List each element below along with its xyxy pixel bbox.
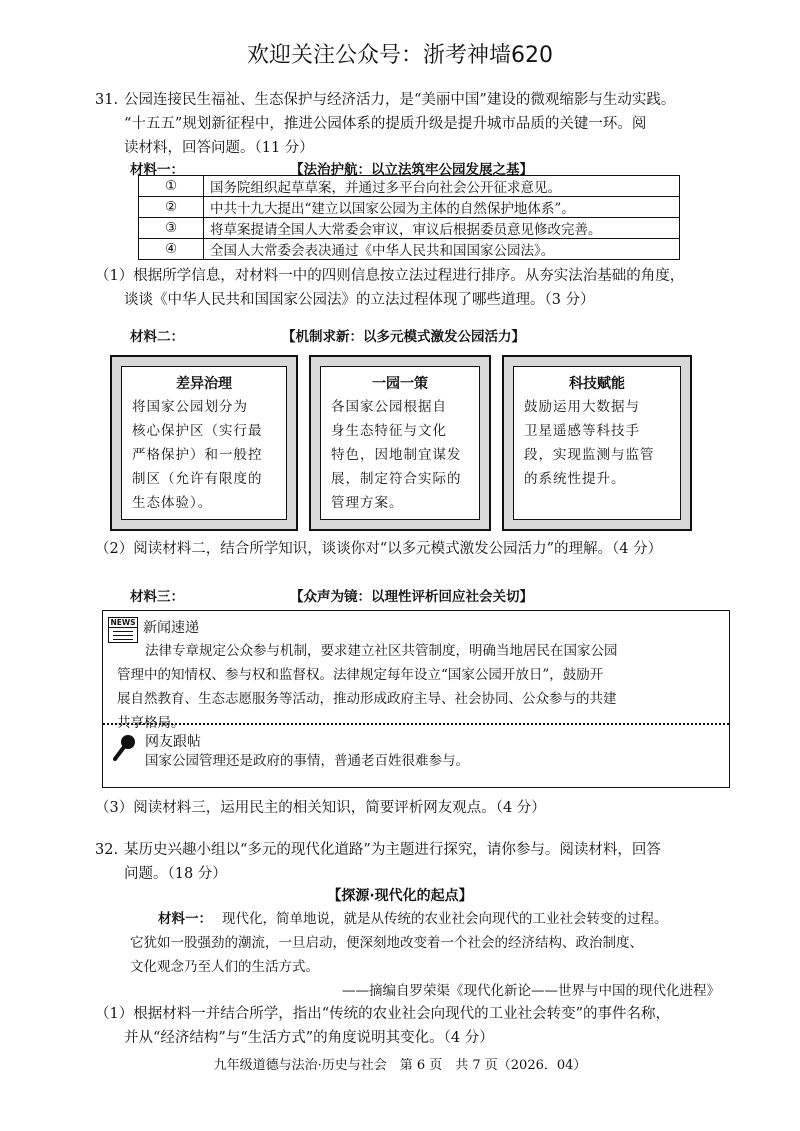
question-31-intro-line1: 公园连接民生福祉、生态保护与经济活力，是“美丽中国”建设的微观缩影与生动实践。 <box>124 92 676 108</box>
step-text: 将草案提请全国人大常委会审议，审议后根据委员意见修改完善。 <box>204 218 680 239</box>
step-text: 中共十九大提出“建立以国家公园为主体的自然保护地体系”。 <box>204 197 680 218</box>
question-32-intro-line1: 某历史兴趣小组以“多元的现代化道路”为主题进行探究，请你参与。阅读材料，回答 <box>124 842 661 858</box>
question-31-1-line1: （1）根据所学信息，对材料一中的四则信息按立法过程进行排序。从夯实法治基础的角度， <box>95 268 685 284</box>
question-31-number: 31. <box>95 92 119 108</box>
box-title: 科技赋能 <box>569 376 625 392</box>
material3-title: 【众声为镜：以理性评析回应社会关切】 <box>290 589 533 605</box>
mechanism-box-differential <box>110 355 298 531</box>
box-text: 鼓励运用大数据与 卫星遥感等科技手 段，实现监测与监管 的系统性提升。 <box>524 399 655 487</box>
question-31-intro-line3: 读材料，回答问题。（11 分） <box>124 140 314 156</box>
question-31-2: （2）阅读材料二，结合所学知识，谈谈你对“以多元模式激发公园活力”的理解。（4 分） <box>95 541 663 557</box>
box-text: 将国家公园划分为 核心保护区（实行最 严格保护）和一般控 制区（允许有限度的 生态体验）。 <box>132 399 263 511</box>
material3-news-box <box>102 610 730 788</box>
section-title: 【探源·现代化的起点】 <box>327 888 473 904</box>
material2-label: 材料二： <box>130 329 184 345</box>
divider <box>103 723 729 725</box>
question-31-intro-line2: “十五五”规划新征程中，推进公园体系的提质升级是提升城市品质的关键一环。阅 <box>124 116 647 132</box>
step-number: ① <box>139 176 204 197</box>
step-number: ② <box>139 197 204 218</box>
q32-material1-line1: 现代化，简单地说，就是从传统的农业社会向现代的工业社会转变的过程。 <box>222 911 668 927</box>
box-title: 一园一策 <box>372 376 428 392</box>
question-31-1-line2: 谈谈《中华人民共和国国家公园法》的立法过程体现了哪些道理。（3 分） <box>124 292 595 308</box>
q32-material1-line3: 文化观念乃至人们的生活方式。 <box>130 959 319 975</box>
box-title: 差异治理 <box>176 376 232 392</box>
table-row <box>139 239 680 260</box>
question-31-3: （3）阅读材料三，运用民主的相关知识，简要评析网友观点。（4 分） <box>95 800 546 816</box>
step-text: 国务院组织起草草案，并通过多平台向社会公开征求意见。 <box>204 176 680 197</box>
material1-title: 【法治护航：以立法筑牢公园发展之基】 <box>290 162 533 178</box>
newspaper-icon: NEWS <box>108 617 138 643</box>
q32-material1-source: ——摘编自罗荣渠《现代化新论——世界与中国的现代化进程》 <box>342 983 720 999</box>
step-number: ③ <box>139 218 204 239</box>
question-32-intro-line2: 问题。（18 分） <box>124 866 227 882</box>
page-header-banner: 欢迎关注公众号：浙考神墙620 <box>247 43 553 68</box>
news-body: 法律专章规定公众参与机制，要求建立社区共管制度，明确当地居民在国家公园 <box>145 643 618 659</box>
step-text: 全国人大常委会表决通过《中华人民共和国国家公园法》。 <box>204 239 680 260</box>
forum-post: 国家公园管理还是政府的事情，普通老百姓很难参与。 <box>145 753 469 769</box>
forum-title: 网友跟帖 <box>145 734 201 750</box>
question-32-number: 32. <box>95 842 119 858</box>
question-32-1-line1: （1）根据材料一并结合所学，指出“传统的农业社会向现代的工业社会转变”的事件名称， <box>95 1006 671 1022</box>
table-row <box>139 176 680 197</box>
page-footer: 九年级道德与法治·历史与社会 第 6 页 共 7 页（2026．04） <box>213 1058 587 1073</box>
table-row <box>139 218 680 239</box>
mechanism-box-one-park-one-policy <box>309 355 491 531</box>
news-title: 新闻速递 <box>143 620 199 636</box>
q32-material1-line2: 它犹如一股强劲的潮流，一旦启动，便深刻地改变着一个社会的经济结构、政治制度、 <box>130 935 643 951</box>
material3-label: 材料三： <box>130 589 184 605</box>
box-text: 各国家公园根据自 身生态特征与文化 特色，因地制宜谋发 展，制定符合实际的 管理方案。 <box>331 399 462 511</box>
microphone-icon <box>111 733 139 763</box>
q32-material1-label: 材料一： <box>158 911 212 927</box>
step-number: ④ <box>139 239 204 260</box>
news-body-cont: 管理中的知情权、参与权和监督权。法律规定每年设立“国家公园开放日”，鼓励开 展自然教育、生态志愿服务等活动，推动形成政府主导、社会协同、公众参与的共建 共享格局。 <box>117 667 617 731</box>
material1-label: 材料一： <box>130 162 184 178</box>
question-32-1-line2: 并从“经济结构”与“生活方式”的角度说明其变化。（4 分） <box>124 1030 494 1046</box>
mechanism-box-tech-empowerment <box>502 355 692 531</box>
table-row <box>139 197 680 218</box>
material1-steps-table <box>138 175 680 260</box>
material2-title: 【机制求新：以多元模式激发公园活力】 <box>282 329 525 345</box>
